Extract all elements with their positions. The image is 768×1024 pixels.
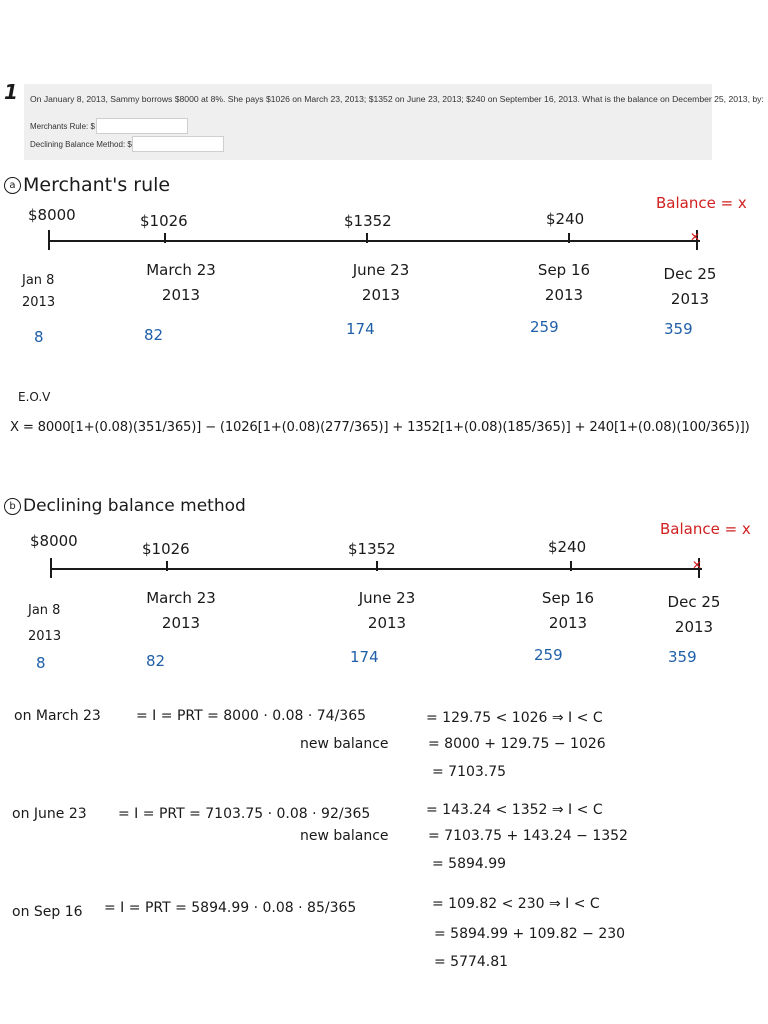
calc-interest: = I = PRT = 7103.75 · 0.08 · 92/365 — [118, 806, 371, 822]
declining-day-number: 82 — [146, 652, 166, 670]
declining-date: March 23 2013 — [146, 589, 216, 632]
declining-balance-label: Balance = x — [660, 520, 751, 538]
calc-result: = 129.75 < 1026 ⇒ I < C — [426, 710, 603, 726]
declining-section-title — [4, 496, 246, 516]
merchant-tick — [164, 233, 166, 243]
merchant-amount: $1026 — [140, 212, 188, 230]
declining-balance-label: Declining Balance Method: $ — [30, 140, 132, 149]
declining-day-number: 259 — [534, 646, 563, 664]
balance-x-mark-icon: ✕ — [690, 230, 701, 244]
eov-label: E.O.V — [18, 390, 51, 404]
question-number: 1 — [4, 80, 18, 104]
merchant-tick — [568, 233, 570, 243]
declining-amount: $1352 — [348, 540, 396, 558]
merchant-date: June 23 2013 — [352, 261, 410, 304]
calc-new-balance-result: = 5774.81 — [434, 954, 509, 970]
declining-balance-input[interactable] — [132, 136, 224, 152]
declining-tick — [570, 561, 572, 571]
calc-when: on June 23 — [12, 806, 87, 822]
merchant-date: Dec 25 2013 — [663, 265, 717, 308]
declining-amount: $8000 — [30, 532, 78, 550]
calc-interest: = I = PRT = 8000 · 0.08 · 74/365 — [136, 708, 367, 724]
merchant-rule-label: Merchants Rule: $ — [30, 122, 95, 131]
declining-date: June 23 2013 — [358, 589, 416, 632]
merchant-date: Sep 16 2013 — [537, 261, 591, 304]
merchant-date: March 23 2013 — [146, 261, 216, 304]
calc-new-balance-expr: = 8000 + 129.75 − 1026 — [428, 736, 606, 752]
declining-tick — [376, 561, 378, 571]
merchant-day-number: 8 — [34, 328, 44, 346]
declining-amount: $240 — [548, 538, 587, 556]
declining-day-number: 174 — [350, 648, 379, 666]
declining-day-number: 8 — [36, 654, 46, 672]
merchant-amount: $240 — [546, 210, 585, 228]
merchant-amount: $8000 — [28, 206, 76, 224]
calc-new-balance-label: new balance — [300, 736, 389, 752]
calc-new-balance-expr: = 7103.75 + 143.24 − 1352 — [428, 828, 628, 844]
part-a-marker: a — [4, 177, 21, 194]
merchant-tick — [48, 230, 50, 250]
question-text: On January 8, 2013, Sammy borrows $8000 at 8%. She pays $1026 on March 23, 2013; $1352 on June 23, 2013; $240 on September 16, 2013. What is the balance on December 25, 2013, by: — [30, 94, 764, 104]
question-panel — [24, 84, 764, 160]
part-b-marker: b — [4, 498, 21, 515]
declining-day-number: 359 — [668, 648, 697, 666]
balance-x-mark-icon: ✕ — [692, 558, 703, 572]
merchant-date: Jan 8 2013 — [22, 273, 56, 310]
merchant-day-number: 82 — [144, 326, 164, 344]
merchant-section-title — [4, 174, 170, 196]
merchant-rule-input[interactable] — [96, 118, 188, 134]
declining-tick — [166, 561, 168, 571]
declining-date: Sep 16 2013 — [541, 589, 595, 632]
calc-result: = 109.82 < 230 ⇒ I < C — [432, 896, 600, 912]
merchant-balance-label: Balance = x — [656, 194, 747, 212]
declining-date: Dec 25 2013 — [667, 593, 721, 636]
merchant-day-number: 359 — [664, 320, 693, 338]
declining-tick — [50, 558, 52, 578]
declining-date: Jan 8 2013 — [28, 603, 62, 644]
merchant-title-text: Merchant's rule — [23, 174, 171, 196]
calc-interest: = I = PRT = 5894.99 · 0.08 · 85/365 — [104, 900, 357, 916]
merchant-amount: $1352 — [344, 212, 392, 230]
declining-amount: $1026 — [142, 540, 190, 558]
merchant-equation: X = 8000[1+(0.08)(351/365)] − (1026[1+(0.08)(277/365)] + 1352[1+(0.08)(185/365)] + 240[1+(0.08)(100/365)]) — [10, 420, 750, 435]
calc-new-balance-expr: = 5894.99 + 109.82 − 230 — [434, 926, 626, 942]
calc-new-balance-label: new balance — [300, 828, 389, 844]
calc-when: on March 23 — [14, 708, 101, 724]
calc-when: on Sep 16 — [12, 904, 83, 920]
merchant-day-number: 174 — [346, 320, 375, 338]
calc-new-balance-result: = 5894.99 — [432, 856, 507, 872]
merchant-day-number: 259 — [530, 318, 559, 336]
calc-new-balance-result: = 7103.75 — [432, 764, 507, 780]
calc-result: = 143.24 < 1352 ⇒ I < C — [426, 802, 603, 818]
merchant-tick — [366, 233, 368, 243]
declining-title-text: Declining balance method — [23, 496, 246, 516]
merchant-timeline-axis — [48, 240, 700, 242]
